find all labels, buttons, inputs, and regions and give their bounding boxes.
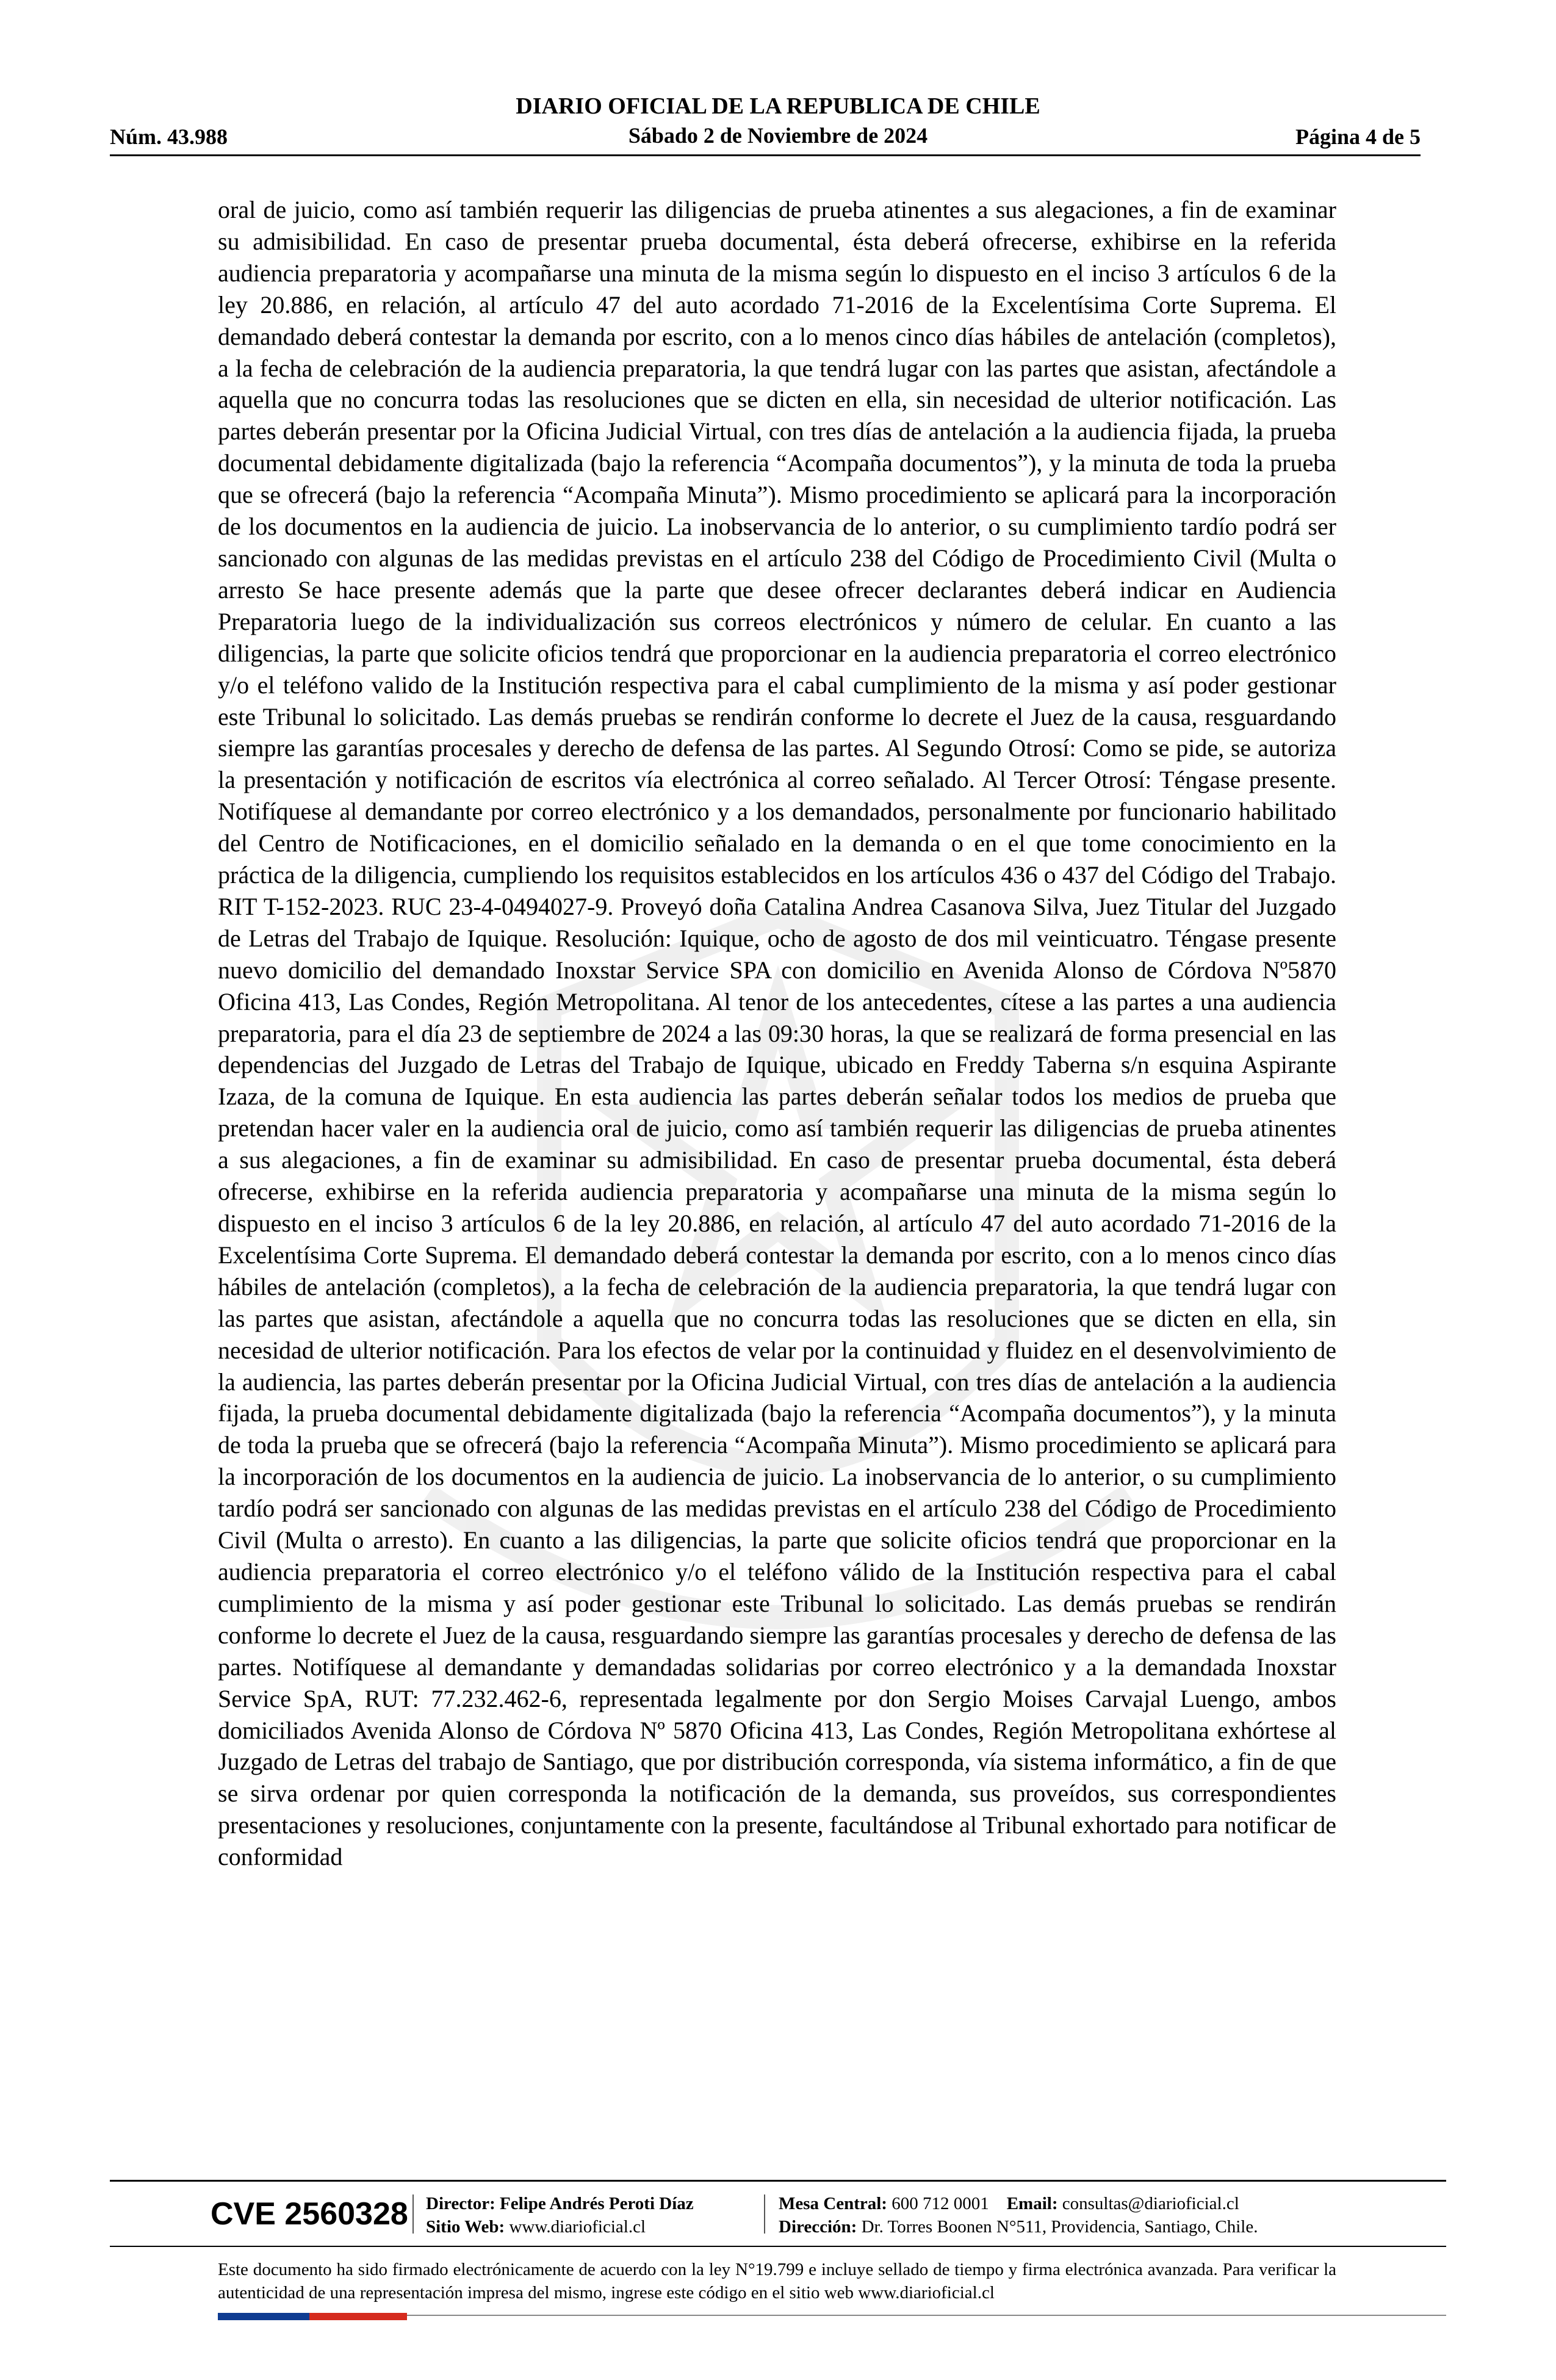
address-label: Dirección: [779, 2217, 857, 2237]
document-body [218, 194, 1336, 2132]
flag-stripe-blue [218, 2313, 309, 2320]
email-link[interactable]: consultas@diarioficial.cl [1062, 2194, 1239, 2213]
footer-separator [764, 2194, 765, 2234]
director-label: Director: [426, 2194, 495, 2213]
flag-stripe-red [309, 2313, 407, 2320]
footer-director-block [426, 2192, 694, 2238]
mesa-phone: 600 712 0001 [891, 2194, 989, 2213]
body-paragraph: oral de juicio, como así también requerir las diligencias de prueba atinentes a sus alegaciones, a fin de examinar su admisibilidad. En caso de presentar prueba documental, ésta deberá ofrecerse, exhibirse en la referida audiencia preparatoria y acompañarse una minuta de la misma según lo dispuesto en el inciso 3 artículos 6 de la ley 20.886, en relación, al artículo 47 del auto acordado 71-2016 de la Excelentísima Corte Suprema. El demandado deberá contestar la demanda por escrito, con a lo menos cinco días hábiles de antelación (completos), a la fecha de celebración de la audiencia preparatoria, la que tendrá lugar con las partes que asistan, afectándole a aquella que no concurra todas las resoluciones que se dicten en ella, sin necesidad de ulterior notificación. Las partes deberán presentar por la Oficina Judicial Virtual, con tres días de antelación a la audiencia fijada, la prueba documental debidamente digitalizada (bajo la referencia “Acompaña documentos”), y la minuta de toda la prueba que se ofrecerá (bajo la referencia “Acompaña Minuta”). Mismo procedimiento se aplicará para la incorporación de los documentos en la audiencia de juicio. La inobservancia de lo anterior, o su cumplimiento tardío podrá ser sancionado con algunas de las medidas previstas en el artículo 238 del Código de Procedimiento Civil (Multa o arresto Se hace presente además que la parte que desee ofrecer declarantes deberá indicar en Audiencia Preparatoria luego de la individualización sus correos electrónicos y número de celular. En cuanto a las diligencias, la parte que solicite oficios tendrá que proporcionar en la audiencia preparatoria el correo electrónico y/o el teléfono valido de la Institución respectiva para el cabal cumplimiento de la misma y así poder gestionar este Tribunal lo solicitado. Las demás pruebas se rendirán conforme lo decrete el Juez de la causa, resguardando siempre las garantías procesales y derecho de defensa de las partes. Al Segundo Otrosí: Como se pide, se autoriza la presentación y notificación de escritos vía electrónica al correo señalado. Al Tercer Otrosí: Téngase presente. Notifíquese al demandante por correo electrónico y a los demandados, personalmente por funcionario habilitado del Centro de Notificaciones, en el domicilio señalado en la demanda o en el que tome conocimiento en la práctica de la diligencia, cumpliendo los requisitos establecidos en los artículos 436 o 437 del Código del Trabajo. RIT T-152-2023. RUC 23-4-0494027-9. Proveyó doña Catalina Andrea Casanova Silva, Juez Titular del Juzgado de Letras del Trabajo de Iquique. Resolución: Iquique, ocho de agosto de dos mil veinticuatro. Téngase presente nuevo domicilio del demandado Inoxstar Service SPA con domicilio en Avenida Alonso de Córdova Nº5870 Oficina 413, Las Condes, Región Metropolitana. Al tenor de los antecedentes, cítese a las partes a una audiencia preparatoria, para el día 23 de septiembre de 2024 a las 09:30 horas, la que se realizará de forma presencial en las dependencias del Juzgado de Letras del Trabajo de Iquique, ubicado en Freddy Taberna s/n esquina Aspirante Izaza, de la comuna de Iquique. En esta audiencia las partes deberán señalar todos los medios de prueba que pretendan hacer valer en la audiencia oral de juicio, como así también requerir las diligencias de prueba atinentes a sus alegaciones, a fin de examinar su admisibilidad. En caso de presentar prueba documental, ésta deberá ofrecerse, exhibirse en la referida audiencia preparatoria y acompañarse una minuta de la misma según lo dispuesto en el inciso 3 artículos 6 de la ley 20.886, en relación, al artículo 47 del auto acordado 71-2016 de la Excelentísima Corte Suprema. El demandado deberá contestar la demanda por escrito, con a lo menos cinco días hábiles de antelación (completos), a la fecha de celebración de la audiencia preparatoria, la que tendrá lugar con las partes que asistan, afectándole a aquella que no concurra todas las resoluciones que se dicten en ella, sin necesidad de ulterior notificación. Para los efectos de velar por la continuidad y fluidez en el desenvolvimiento de la audiencia, las partes deberán presentar por la Oficina Judicial Virtual, con tres días de antelación a la audiencia fijada, la prueba documental debidamente digitalizada (bajo la referencia “Acompaña documentos”), y la minuta de toda la prueba que se ofrecerá (bajo la referencia “Acompaña Minuta”). Mismo procedimiento se aplicará para la incorporación de los documentos en la audiencia de juicio. La inobservancia de lo anterior, o su cumplimiento tardío podrá ser sancionado con algunas de las medidas previstas en el artículo 238 del Código de Procedimiento Civil (Multa o arresto). En cuanto a las diligencias, la parte que solicite oficios tendrá que proporcionar en la audiencia preparatoria el correo electrónico y/o el teléfono válido de la Institución respectiva para el cabal cumplimiento de la misma y así poder gestionar este Tribunal lo solicitado. Las demás pruebas se rendirán conforme lo decrete el Juez de la causa, resguardando siempre las garantías procesales y derecho de defensa de las partes. Notifíquese al demandante y demandadas solidarias por correo electrónico y a la demandada Inoxstar Service SpA, RUT: 77.232.462-6, representada legalmente por don Sergio Moises Carvajal Luengo, ambos domiciliados Avenida Alonso de Córdova Nº 5870 Oficina 413, Las Condes, Región Metropolitana exhórtese al Juzgado de Letras del trabajo de Santiago, que por distribución corresponda, vía sistema informático, a fin de que se sirva ordenar por quien corresponda la notificación de la demanda, sus proveídos, sus correspondientes presentaciones y resoluciones, conjuntamente con la presente, facultándose al Tribunal exhortado para notificar de conformidad [218, 196, 1336, 1871]
footer-contact-block [779, 2192, 1258, 2238]
footer-divider-middle [110, 2246, 1446, 2247]
footer-divider-top [110, 2180, 1446, 2182]
page-number: Página 4 de 5 [1295, 124, 1421, 149]
address-value: Dr. Torres Boonen N°511, Providencia, Santiago, Chile. [861, 2217, 1258, 2237]
cve-code: CVE 2560328 [211, 2196, 408, 2232]
website-label: Sitio Web: [426, 2217, 505, 2237]
director-name: Felipe Andrés Peroti Díaz [500, 2194, 694, 2213]
publication-date: Sábado 2 de Noviembre de 2024 [628, 123, 928, 148]
website-link[interactable]: www.diarioficial.cl [509, 2217, 646, 2237]
legal-notice: Este documento ha sido firmado electrónicamente de acuerdo con la ley N°19.799 e incluye sellado de tiempo y firma electrónica avanzada. Para verificar la autenticidad de una representación impresa del mismo, ingrese este código en el sitio web www.diarioficial.cl [218, 2260, 1336, 2302]
publication-title: DIARIO OFICIAL DE LA REPUBLICA DE CHILE [516, 93, 1040, 119]
header-divider [110, 154, 1421, 156]
issue-number: Núm. 43.988 [110, 124, 228, 149]
email-label: Email: [1006, 2194, 1058, 2213]
footer-separator [412, 2194, 414, 2234]
mesa-label: Mesa Central: [779, 2194, 887, 2213]
